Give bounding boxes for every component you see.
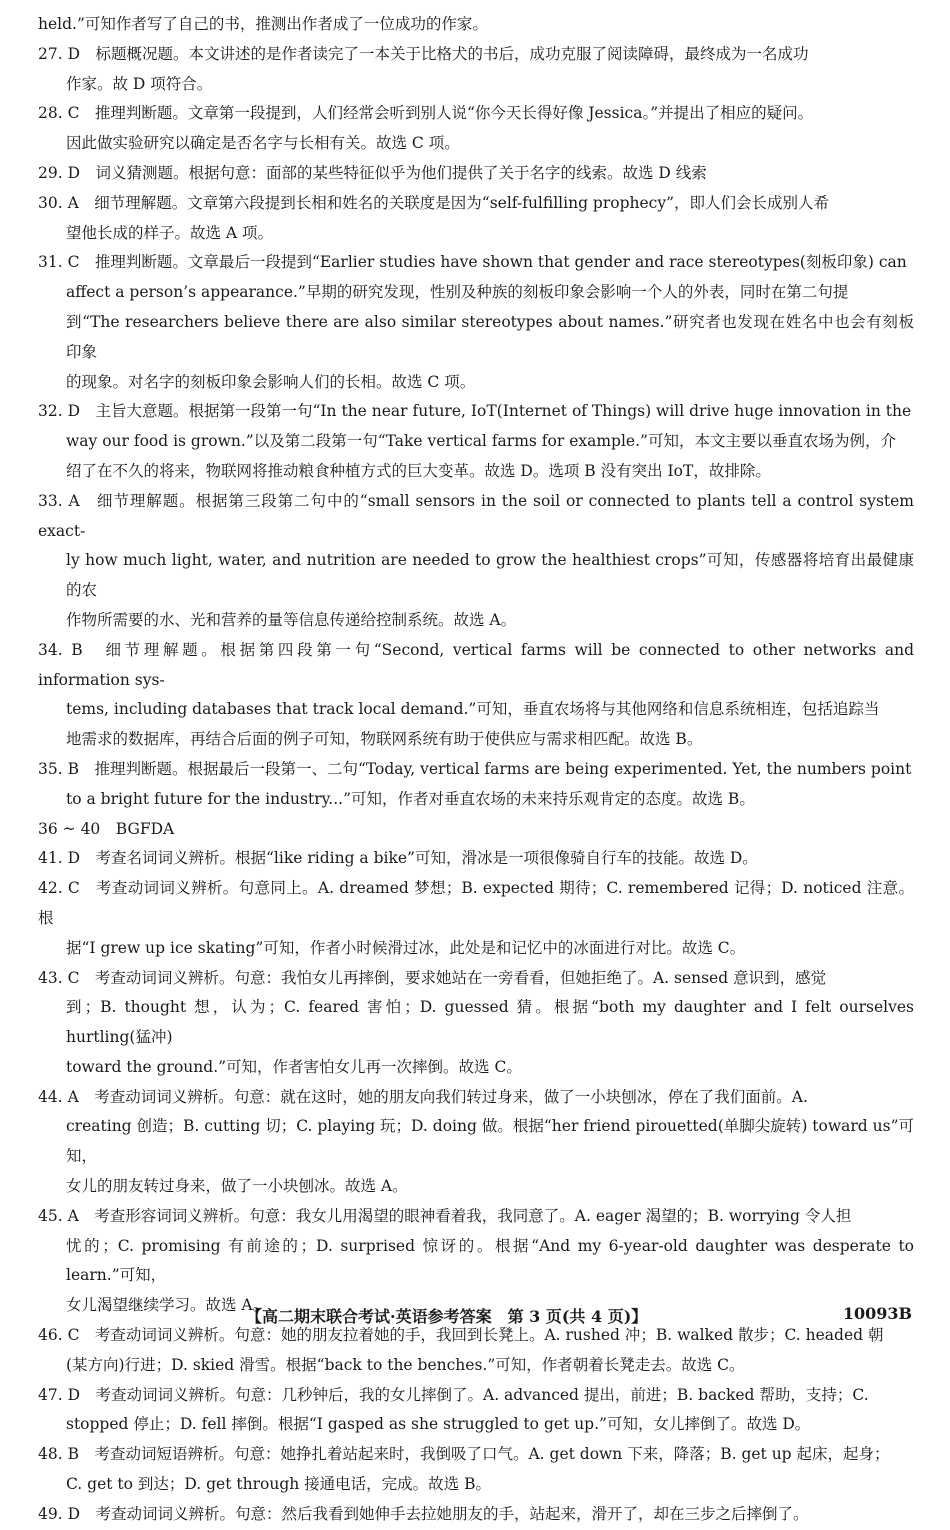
answer-line: 43. C 考查动词词义辨析。句意：我怕女儿再摔倒，要求她站在一旁看看，但她拒绝了。A. sensed 意识到，感觉 bbox=[38, 968, 827, 987]
answer-line: 绍了在不久的将来，物联网将推动粮食种植方式的巨大变革。故选 D。选项 B 没有突出 IoT，故排除。 bbox=[66, 461, 771, 480]
answer-line: creating 创造；B. cutting 切；C. playing 玩；D. doing 做。根据“her friend pirouetted(单脚尖旋转) toward us”可知， bbox=[66, 1117, 914, 1166]
footer-title: 【高二期末联合考试·英语参考答案 第 3 页(共 4 页)】 bbox=[246, 1307, 648, 1326]
answer-line: 地需求的数据库，再结合后面的例子可知，物联网系统有助于使供应与需求相匹配。故选 B。 bbox=[66, 730, 703, 749]
answer-line: 36 ~ 40 BGFDA bbox=[38, 819, 175, 838]
answer-line: way our food is grown.”以及第二段第一句“Take vertical farms for example.”可知，本文主要以垂直农场为例，介 bbox=[66, 432, 896, 451]
answer-line: 忧的；C. promising 有前途的；D. surprised 惊讶的。根据“And my 6-year-old daughter was desperate to learn.”可知， bbox=[66, 1236, 914, 1285]
answer-line: 49. D 考查动词词义辨析。句意：然后我看到她伸手去拉她朋友的手，站起来，滑开了，却在三步之后摔倒了。 bbox=[38, 1504, 809, 1523]
answer-line: 作物所需要的水、光和营养的量等信息传递给控制系统。故选 A。 bbox=[66, 610, 517, 629]
answer-line: 47. D 考查动词词义辨析。句意：几秒钟后，我的女儿摔倒了。A. advanced 提出，前进；B. backed 帮助，支持；C. bbox=[38, 1385, 869, 1404]
answer-line: 34. B 细节理解题。根据第四段第一句“Second, vertical farms will be connected to other networks and information sys- bbox=[38, 640, 914, 689]
answer-line: 28. C 推理判断题。文章第一段提到，人们经常会听到别人说“你今天长得好像 Jessica。”并提出了相应的疑问。 bbox=[38, 104, 814, 123]
answer-line: 女儿渴望继续学习。故选 A。 bbox=[66, 1296, 269, 1315]
answer-line: affect a person’s appearance.”早期的研究发现，性别及种族的刻板印象会影响一个人的外表，同时在第二句提 bbox=[66, 283, 849, 302]
answer-line: C. get to 到达；D. get through 接通电话，完成。故选 B。 bbox=[66, 1475, 491, 1494]
answer-line: 30. A 细节理解题。文章第六段提到长相和姓名的关联度是因为“self-fulfilling prophecy”，即人们会长成别人希 bbox=[38, 193, 830, 212]
answer-line: 32. D 主旨大意题。根据第一段第一句“In the near future, IoT(Internet of Things) will drive huge innovation in the bbox=[38, 402, 912, 421]
footer-code: 10093B bbox=[842, 1304, 912, 1323]
answer-line: 因此做实验研究以确定是否名字与长相有关。故选 C 项。 bbox=[66, 134, 460, 153]
answer-line: 女儿的朋友转过身来，做了一小块刨冰。故选 A。 bbox=[66, 1177, 408, 1196]
answer-line: ly how much light, water, and nutrition are needed to grow the healthiest crops”可知，传感器将培育出最健康的农 bbox=[66, 551, 914, 600]
answer-line: 望他长成的样子。故选 A 项。 bbox=[66, 223, 274, 242]
answer-line: tems, including databases that track local demand.”可知，垂直农场将与其他网络和信息系统相连，包括追踪当 bbox=[66, 700, 880, 719]
answer-line: 的现象。对名字的刻板印象会影响人们的长相。故选 C 项。 bbox=[66, 372, 476, 391]
answer-line: held.”可知作者写了自己的书，推测出作者成了一位成功的作家。 bbox=[38, 15, 488, 33]
answer-line: 44. A 考查动词词义辨析。句意：就在这时，她的朋友向我们转过身来，做了一小块刨冰，停在了我们面前。A. bbox=[38, 1087, 808, 1106]
answer-line: 41. D 考查名词词义辨析。根据“like riding a bike”可知，滑冰是一项很像骑自行车的技能。故选 D。 bbox=[38, 849, 758, 868]
answer-line: 29. D 词义猜测题。根据句意：面部的某些特征似乎为他们提供了关于名字的线索。故选 D 线索 bbox=[38, 163, 707, 182]
answer-line: 作家。故 D 项符合。 bbox=[66, 74, 213, 93]
answer-line: 45. A 考查形容词词义辨析。句意：我女儿用渴望的眼神看着我，我同意了。A. eager 渴望的；B. worrying 令人担 bbox=[38, 1206, 852, 1225]
answer-line: 据“I grew up ice skating”可知，作者小时候滑过冰，此处是和记忆中的冰面进行对比。故选 C。 bbox=[66, 938, 746, 957]
answer-line: (某方向)行进；D. skied 滑雪。根据“back to the benches.”可知，作者朝着长凳走去。故选 C。 bbox=[66, 1355, 745, 1374]
answer-line: 35. B 推理判断题。根据最后一段第一、二句“Today, vertical farms are being experimented. Yet, the numbers point bbox=[38, 759, 912, 778]
answer-line: 48. B 考查动词短语辨析。句意：她挣扎着站起来时，我倒吸了口气。A. get down 下来，降落；B. get up 起床，起身； bbox=[38, 1445, 890, 1464]
page-footer bbox=[0, 1300, 950, 1330]
answer-line: 42. C 考查动词词义辨析。句意同上。A. dreamed 梦想；B. expected 期待；C. remembered 记得；D. noticed 注意。根 bbox=[38, 879, 914, 927]
answer-line: 27. D 标题概况题。本文讲述的是作者读完了一本关于比格犬的书后，成功克服了阅读障碍，最终成为一名成功 bbox=[38, 44, 809, 63]
answer-line: stopped 停止；D. fell 摔倒。根据“I gasped as she struggled to get up.”可知，女儿摔倒了。故选 D。 bbox=[66, 1415, 811, 1434]
answer-line: 到；B. thought 想，认为；C. feared 害怕；D. guessed 猜。根据“both my daughter and I felt ourselves hurtling(猛冲) bbox=[66, 998, 914, 1047]
answer-line: toward the ground.”可知，作者害怕女儿再一次摔倒。故选 C。 bbox=[66, 1057, 522, 1076]
answer-line: 到“The researchers believe there are also similar stereotypes about names.”研究者也发现在姓名中也会有刻板印象 bbox=[66, 312, 914, 361]
answer-line: 31. C 推理判断题。文章最后一段提到“Earlier studies have shown that gender and race stereotypes(刻板印象) can bbox=[38, 253, 907, 272]
answer-line: to a bright future for the industry...”可知，作者对垂直农场的未来持乐观肯定的态度。故选 B。 bbox=[66, 789, 755, 808]
answer-line: 46. C 考查动词词义辨析。句意：她的朋友拉着她的手，我回到长凳上。A. rushed 冲；B. walked 散步；C. headed 朝 bbox=[38, 1326, 884, 1345]
answer-line: 33. A 细节理解题。根据第三段第二句中的“small sensors in the soil or connected to plants tell a control system exact- bbox=[38, 491, 914, 540]
